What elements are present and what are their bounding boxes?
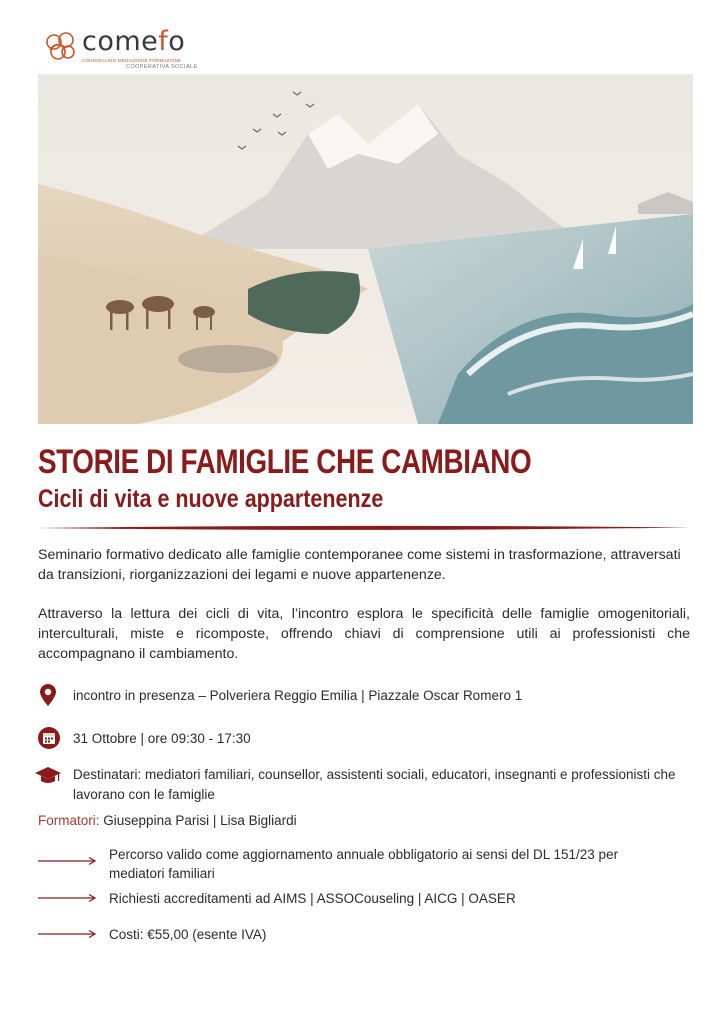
graduation-cap-icon [35, 767, 61, 785]
page-title: STORIE DI FAMIGLIE CHE CAMBIANO [38, 443, 532, 481]
brand-subtitle: COOPERATIVA SOCIALE [126, 64, 198, 70]
brand-wordmark: comefo [82, 26, 186, 57]
hero-image [38, 74, 693, 424]
logo-swirl-icon [44, 30, 78, 64]
intro-paragraph-1: Seminario formativo dedicato alle famiglie contemporanee come sistemi in trasformazione, attraversati da transizioni, riorganizzazioni dei legami e nuove appartenenze. [38, 547, 681, 583]
note-text: Costi: €55,00 (esente IVA) [109, 927, 267, 942]
note-text: Percorso valido come aggiornamento annuale obbligatorio ai sensi del DL 151/23 per mediatori familiari [109, 847, 619, 881]
note-row [38, 845, 688, 885]
arrow-right-icon [38, 893, 96, 903]
location-row [38, 686, 698, 710]
calendar-icon [38, 727, 60, 749]
location-text: incontro in presenza – Polveriera Reggio Emilia | Piazzale Oscar Romero 1 [73, 688, 523, 703]
landscape-illustration [38, 74, 693, 424]
page-subtitle: Cicli di vita e nuove appartenenze [38, 485, 384, 513]
date-text: 31 Ottobre | ore 09:30 - 17:30 [73, 731, 251, 746]
brand-tagline: COUNSELLING MEDIAZIONE FORMAZIONE [82, 58, 182, 63]
title-divider [38, 524, 690, 532]
trainers-names: Giuseppina Parisi | Lisa Bigliardi [103, 813, 297, 828]
arrow-right-icon [38, 856, 96, 866]
date-row [38, 729, 698, 753]
audience-row [38, 765, 698, 807]
trainers-line [38, 813, 297, 828]
note-text: Richiesti accreditamenti ad AIMS | ASSOCouseling | AICG | OASER [109, 891, 516, 906]
intro-paragraph-2: Attraverso la lettura dei cicli di vita, l’incontro esplora le specificità delle famiglie omogenitoriali, interculturali, miste e ricomposte, offrendo chiavi di comprensione utili ai professionisti che accompagnano il cambiamento. [38, 606, 690, 662]
audience-text: Destinatari: mediatori familiari, counsellor, assistenti sociali, educatori, insegnanti e professionisti che lavorano con le famiglie [73, 767, 676, 802]
note-row [38, 925, 688, 947]
location-pin-icon [40, 684, 56, 706]
trainers-label: Formatori: [38, 813, 100, 828]
arrow-right-icon [38, 929, 96, 939]
note-row [38, 889, 688, 911]
brand-logo [44, 28, 204, 68]
